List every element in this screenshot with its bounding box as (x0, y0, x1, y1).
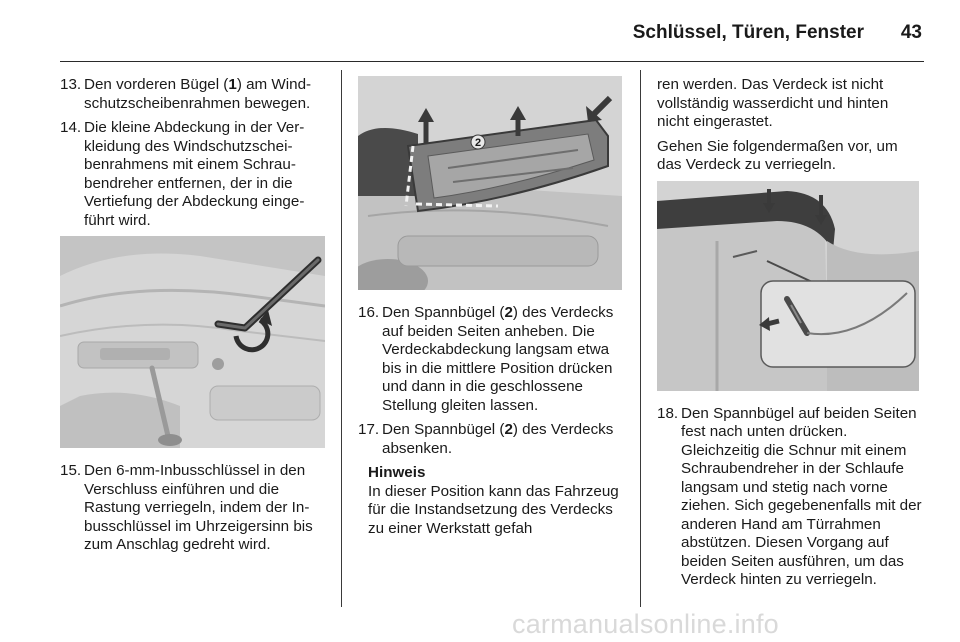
figure-label-2: 2 (474, 137, 482, 149)
column-middle (358, 76, 626, 538)
step-15 (60, 462, 328, 555)
step-number: 17. (358, 421, 380, 438)
figure-hex-key-windshield (60, 236, 325, 448)
page-number: 43 (900, 22, 922, 43)
hint-block (358, 464, 626, 538)
step-text: Den 6-mm-Inbusschlüssel in den Verschluss einführen und die Rastung verriegeln, indem der Inbusschlüssel im Uhrzeigersinn bis zum Anschlag gedreht wird. (84, 462, 313, 553)
step-ref: 2 (504, 421, 513, 438)
step-text: ) am Windschutzscheibenrahmen bewegen. (84, 76, 312, 112)
continuation-text: ren werden. Das Verdeck ist nicht vollständig wasserdicht und hinten nicht eingerastet. (657, 76, 889, 130)
step-number: 16. (358, 304, 380, 321)
step-text: Den Spannbügel ( (382, 421, 505, 438)
step-text: ) des Verdecks absenken. (382, 421, 614, 457)
step-number: 13. (60, 76, 82, 93)
step-16 (358, 304, 626, 415)
step-ref: 1 (228, 76, 237, 93)
step-text: ) des Verdecks auf beiden Seiten anheben. Die Verdeckabdeckung langsam etwa bis in die mittlere Position drücken und dann in die geschlossene Stellung gleiten lassen. (382, 304, 614, 414)
column-left (60, 76, 328, 561)
step-text: Die kleine Abdeckung in der Verkleidung des Windschutzscheibenrahmens mit einem Schraubendreher entfernen, der in die Vertiefung der Abdeckung eingeführt wird. (84, 119, 305, 229)
steps-list-left (60, 76, 328, 230)
step-14 (60, 119, 328, 230)
step-number: 14. (60, 119, 82, 136)
watermark: carmanualsonline.info (512, 609, 779, 639)
step-13 (60, 76, 328, 113)
steps-list-right (657, 405, 923, 590)
step-number: 18. (657, 404, 679, 422)
intro-text: Gehen Sie folgendermaßen vor, um das Verdeck zu verriegeln. (657, 137, 898, 173)
header-divider (60, 61, 924, 62)
step-18 (657, 405, 923, 590)
page-title: Schlüssel, Türen, Fenster (632, 22, 864, 43)
step-text: Den vorderen Bügel ( (84, 76, 229, 93)
hint-text: In dieser Position kann das Fahrzeug für die Instandsetzung des Verdecks zu einer Werkstatt gefah (368, 482, 619, 537)
figure-soft-top-tension-bow (358, 76, 622, 290)
hint-title: Hinweis (368, 464, 426, 481)
column-right (657, 76, 923, 596)
column-divider-right (640, 70, 641, 607)
figure-rear-lock-cord (657, 181, 919, 391)
step-number: 15. (60, 462, 82, 479)
step-17 (358, 421, 626, 458)
step-ref: 2 (504, 304, 513, 321)
step-text: Den Spannbügel auf beiden Seiten fest nach unten drücken. Gleichzeitig die Schnur mit einem Schraubendreher in der Schlaufe langsam und stetig nach vorne ziehen. Sich gegebenenfalls mit der anderen Hand am Türrahmen abstützen. Diesen Vorgang auf beiden Seiten ausführen, um das Verdeck hinten zu verriegeln. (681, 404, 922, 588)
column-divider-left (341, 70, 342, 607)
steps-list-left-2 (60, 462, 328, 555)
step-text: Den Spannbügel ( (382, 304, 505, 321)
steps-list-middle (358, 304, 626, 458)
